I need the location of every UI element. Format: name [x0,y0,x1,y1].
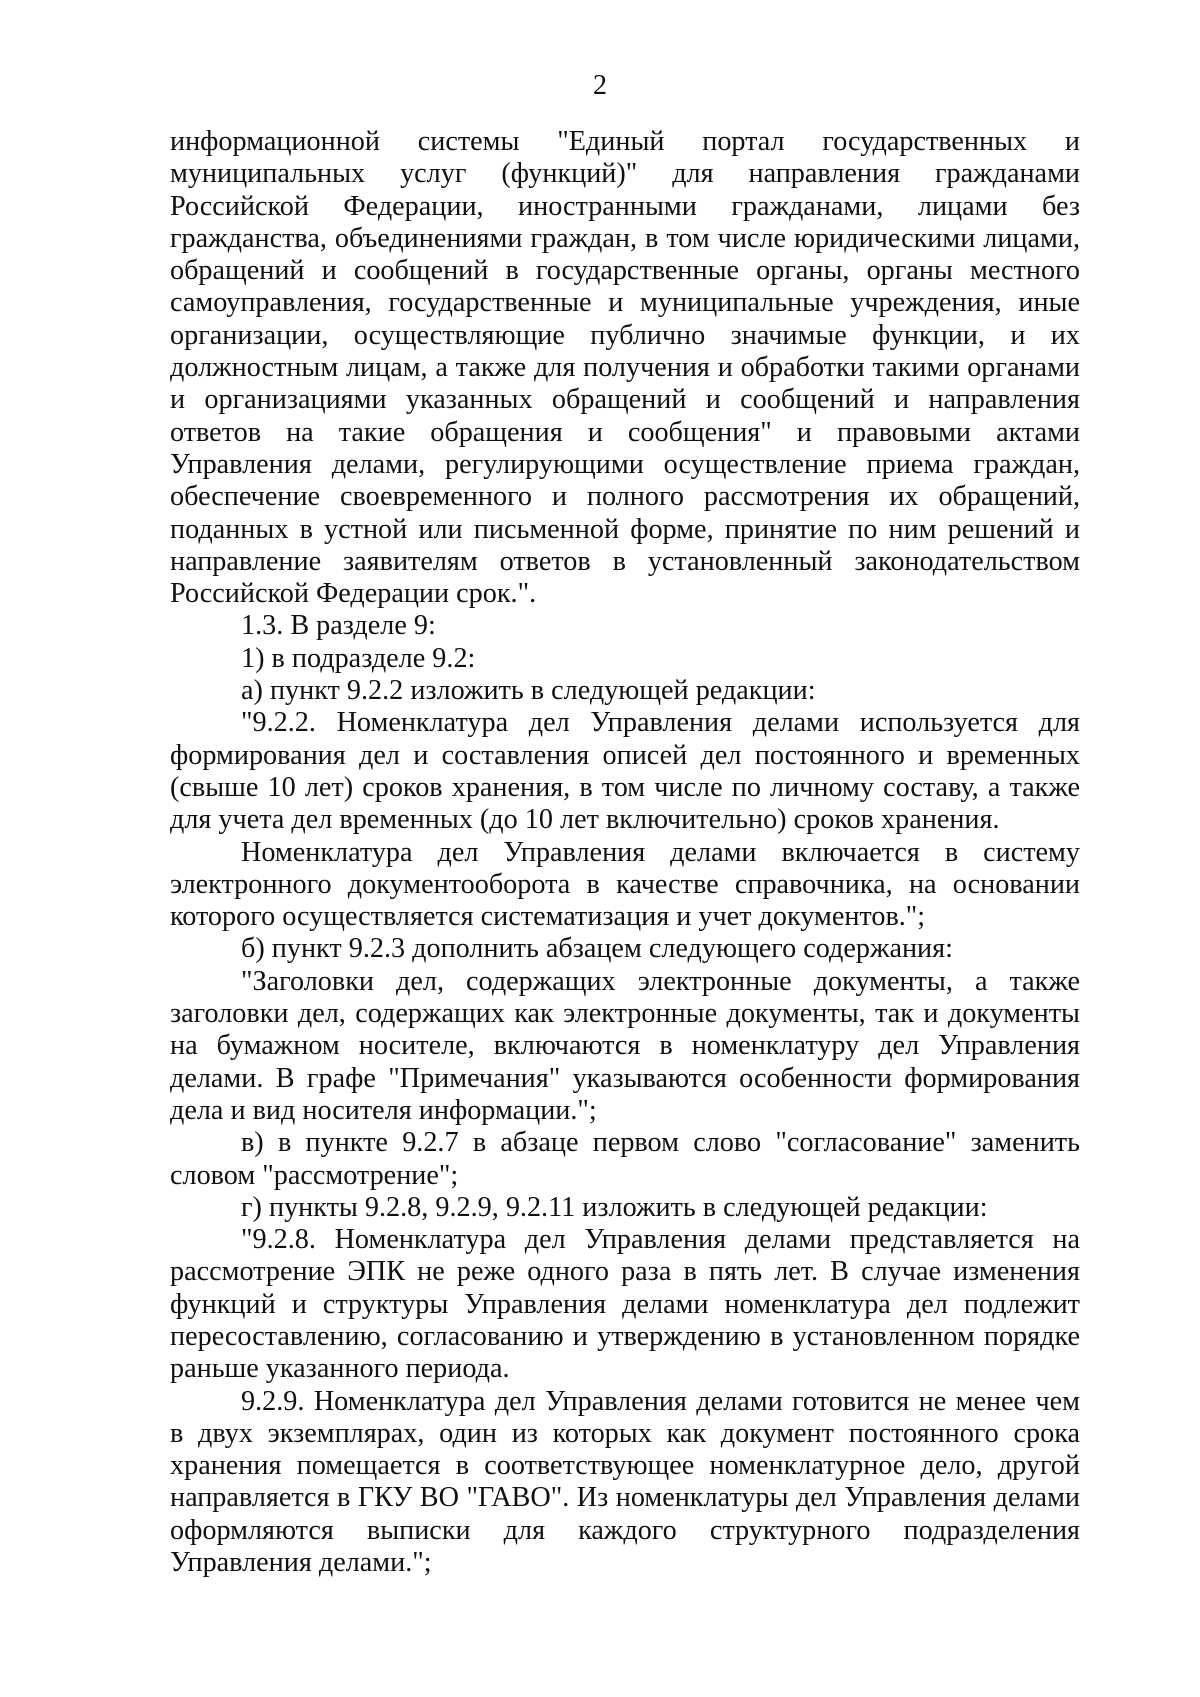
paragraph-portal-continuation: информационной системы "Единый портал государственных и муниципальных услуг (функций)" для направления гражданами Российской Федерации, иностранными гражданами, лицами без гражданства, объединениями граждан, в том числе юридическими лицами, обращений и сообщений в государственные органы, органы местного самоуправления, государственные и муниципальные учреждения, иные организации, осуществляющие публично значимые функции, и их должностным лицам, а также для получения и обработки такими органами и организациями указанных обращений и сообщений и направления ответов на такие обращения и сообщения" и правовыми актами Управления делами, регулирующими осуществление приема граждан, обеспечение своевременного и полного рассмотрения их обращений, поданных в устной или письменной форме, принятие по ним решений и направление заявителям ответов в установленный законодательством Российской Федерации срок.". [170,126,1080,610]
paragraph-9-2-8: "9.2.8. Номенклатура дел Управления делами представляется на рассмотрение ЭПК не реже одного раза в пять лет. В случае изменения функций и структуры Управления делами номенклатура дел подлежит пересоставлению, согласованию и утверждению в установленном порядке раньше указанного периода. [170,1224,1080,1385]
paragraph-item-v: в) в пункте 9.2.7 в абзаце первом слово "согласование" заменить словом "рассмотрение"; [170,1127,1080,1191]
paragraph-subsection-9-2: 1) в подразделе 9.2: [241,642,476,674]
paragraph-section-9: 1.3. В разделе 9: [241,610,436,642]
paragraph-9-2-2: "9.2.2. Номенклатура дел Управления делами используется для формирования дел и составления описей дел постоянного и временных (свыше 10 лет) сроков хранения, в том числе по личному составу, а также для учета дел временных (до 10 лет включительно) сроков хранения. [170,707,1080,836]
paragraph-case-headings: "Заголовки дел, содержащих электронные документы, а также заголовки дел, содержащих как электронные документы, так и документы на бумажном носителе, включаются в номенклатуру дел Управления делами. В графе "Примечания" указываются особенности формирования дела и вид носителя информации."; [170,965,1080,1126]
paragraph-item-b: б) пункт 9.2.3 дополнить абзацем следующего содержания: [241,933,953,965]
paragraph-item-g: г) пункты 9.2.8, 9.2.9, 9.2.11 изложить в следующей редакции: [241,1191,988,1223]
paragraph-nomenclature-eds: Номенклатура дел Управления делами включается в систему электронного документооборота в качестве справочника, на основании которого осуществляется систематизация и учет документов."; [170,836,1080,933]
paragraph-9-2-9: 9.2.9. Номенклатура дел Управления делами готовится не менее чем в двух экземплярах, один из которых как документ постоянного срока хранения помещается в соответствующее номенклатурное дело, другой направляется в ГКУ ВО "ГАВО". Из номенклатуры дел Управления делами оформляются выписки для каждого структурного подразделения Управления делами."; [170,1385,1080,1579]
document-body [170,126,1080,1579]
paragraph-item-a: а) пункт 9.2.2 изложить в следующей редакции: [241,675,816,707]
page-number: 2 [593,70,607,101]
